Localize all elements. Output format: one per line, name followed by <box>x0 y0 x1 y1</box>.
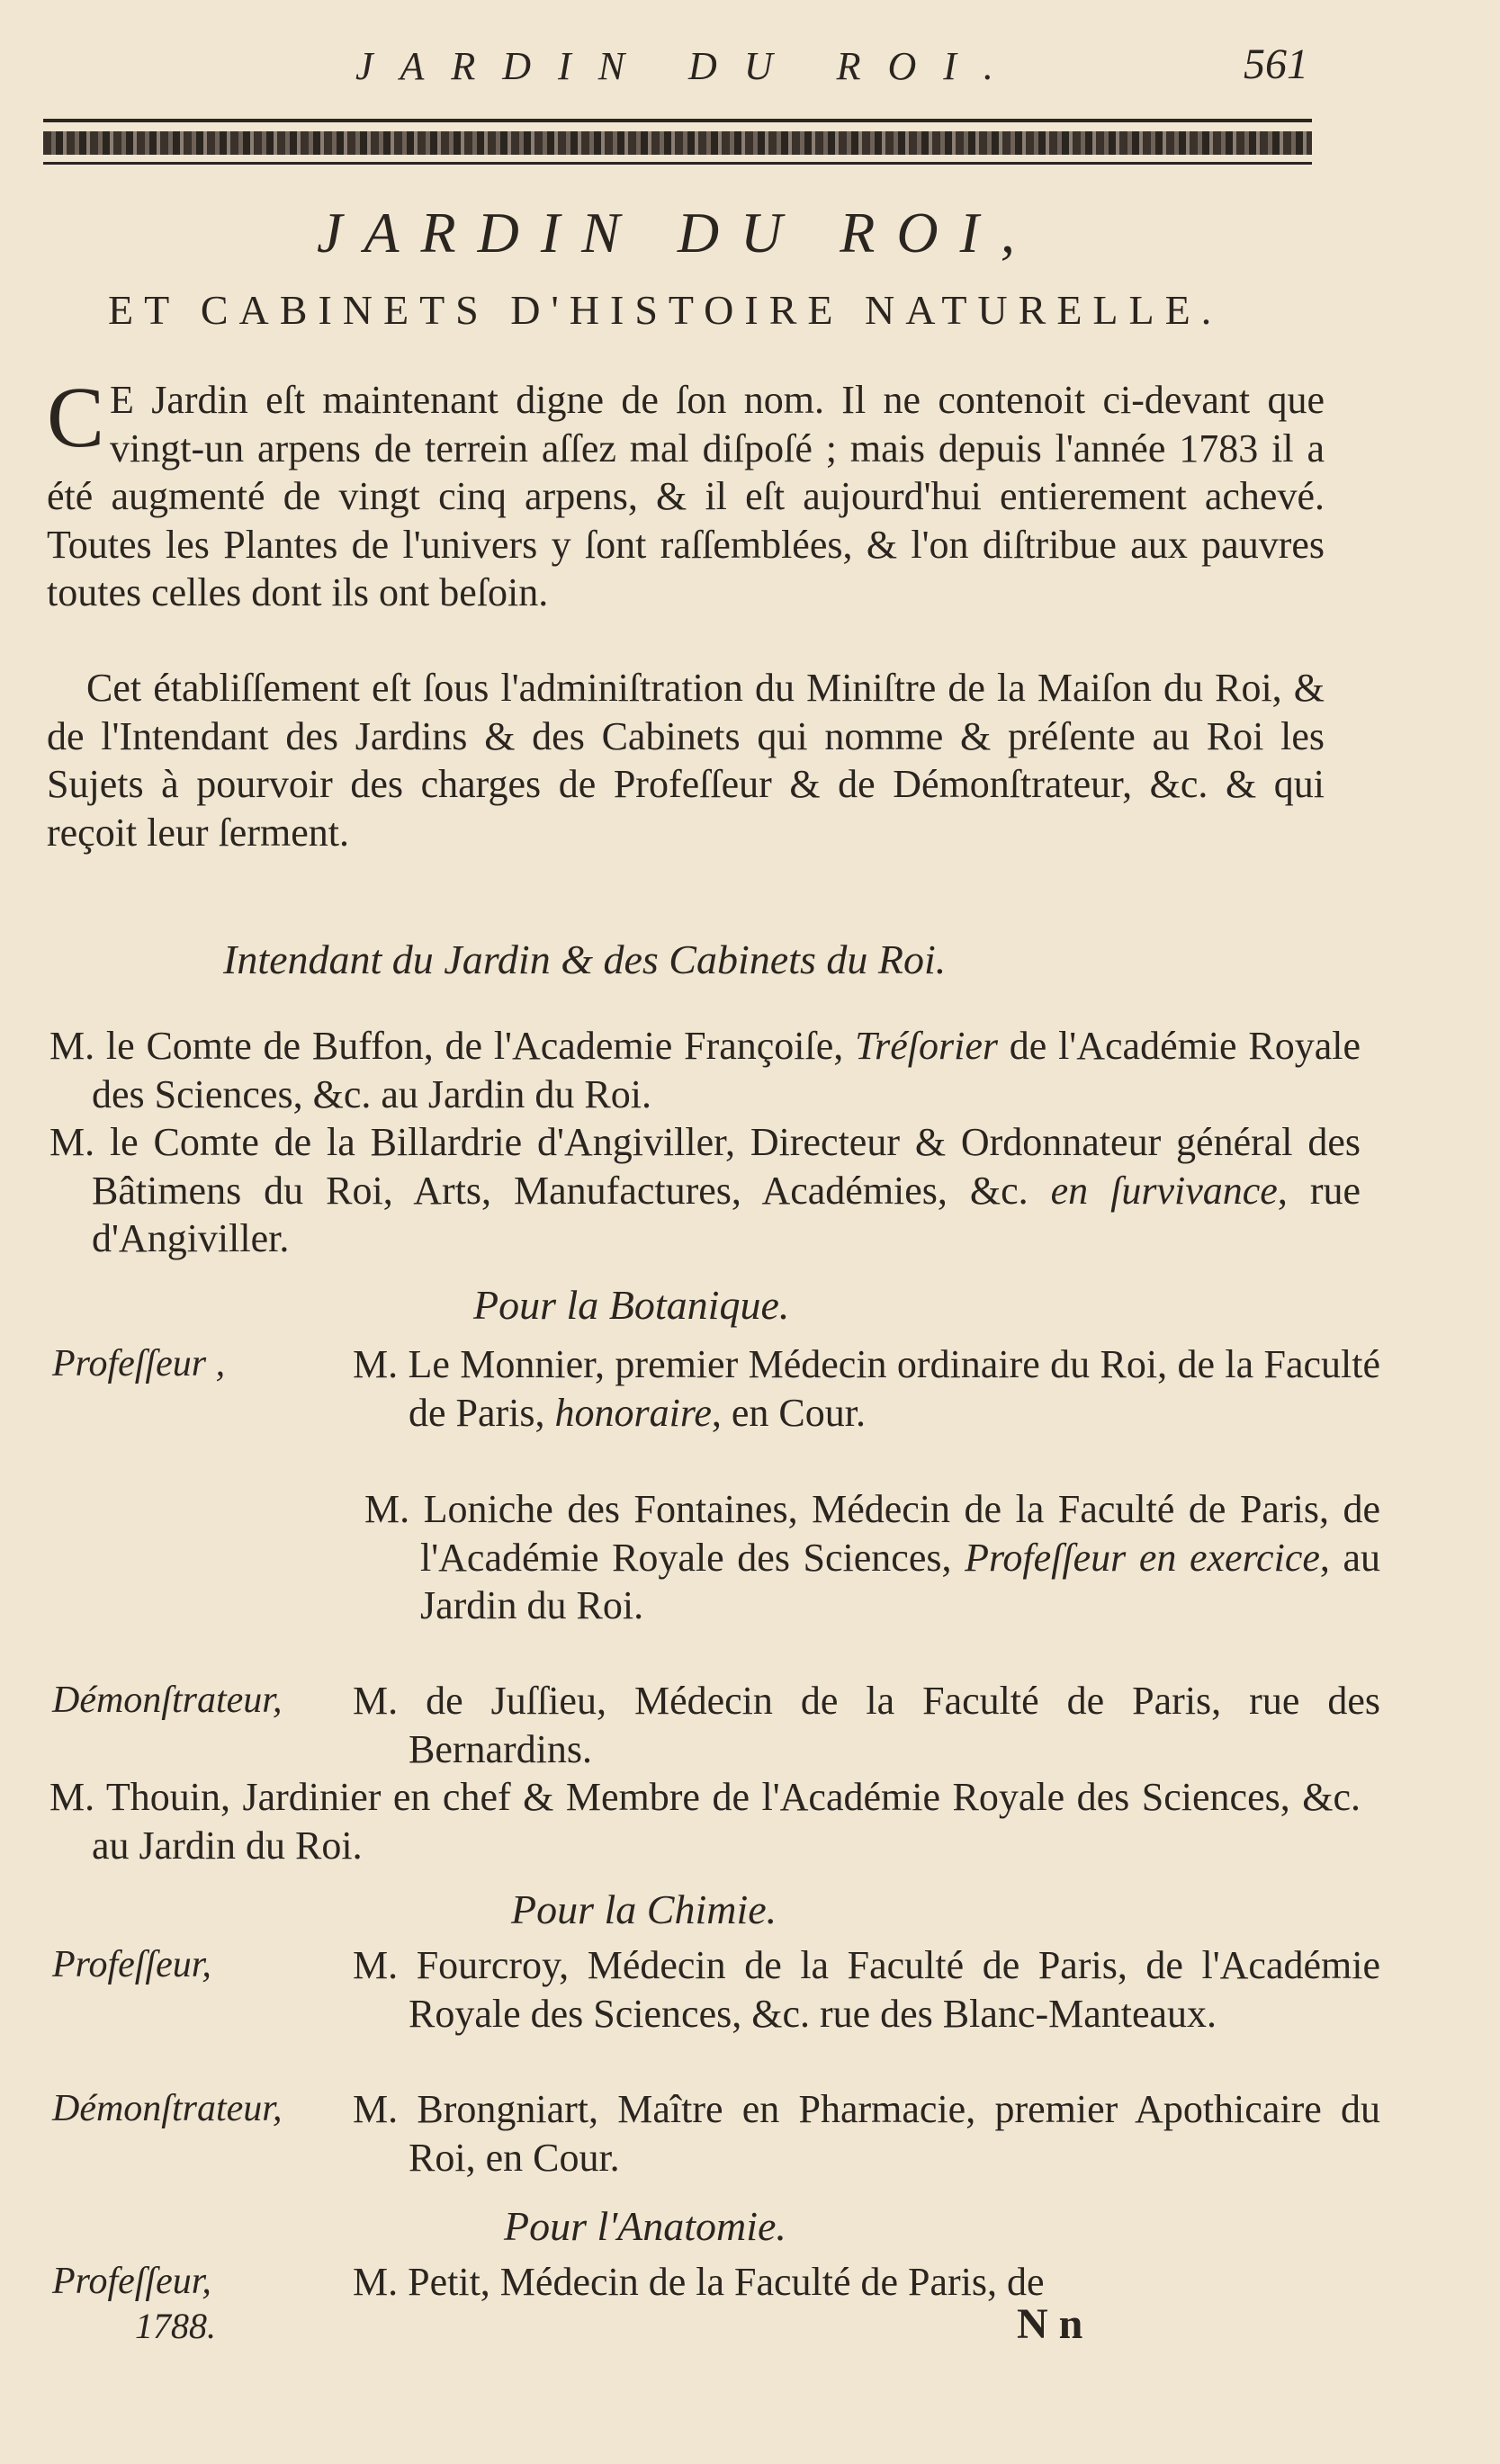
role-professeur-botanique: Profeſſeur , <box>52 1343 226 1384</box>
entry-jussieu: M. de Juſſieu, Médecin de la Faculté de Paris, rue des Bernardins. <box>353 1679 1380 1771</box>
entry-petit: M. Petit, Médecin de la Faculté de Paris, de <box>353 2260 1045 2304</box>
intro-paragraph-1-text: E Jardin eſt maintenant digne de ſon nom. Il ne contenoit ci-devant que vingt-un arpens de terrein aſſez mal diſpoſé ; mais depuis l'année 1783 il a été augmenté de vingt cinq arpens, & il eſt aujourd'hui entierement achevé. Toutes les Plantes de l'univers y ſont raſſemblées, & l'on diſtribue aux pauvres toutes celles dont ils ont beſoin. <box>47 378 1325 614</box>
entry-lemonnier-text: M. Le Monnier, premier Médecin ordinaire du Roi, de la Faculté de Paris, <box>353 1342 1380 1435</box>
entry-brongniart: M. Brongniart, Maître en Pharmacie, premier Apothicaire du Roi, en Cour. <box>353 2087 1380 2180</box>
section-heading-botanique: Pour la Botanique. <box>473 1282 790 1328</box>
subtitle: ET CABINETS D'HISTOIRE NATURELLE. <box>108 287 1223 333</box>
section-heading-intendant: Intendant du Jardin & des Cabinets du Roi. <box>223 936 947 982</box>
footer-date: 1788. <box>135 2306 216 2346</box>
intro-paragraph-2: Cet établiſſement eſt ſous l'adminiſtration du Miniſtre de la Maiſon du Roi, & de l'Intendant des Jardins & des Cabinets qui nomme & préſente au Roi les Sujets à pourvoir des charges de Profeſſeur & de Démonſtrateur, &c. & qui reçoit leur ſerment. <box>47 666 1325 855</box>
entry-angiviller <box>49 1118 1361 1263</box>
entry-loniche-italic: Profeſſeur en exercice <box>965 1535 1320 1580</box>
entry-lemonnier-italic: honoraire <box>554 1390 712 1435</box>
running-head: JARDIN DU ROI. <box>355 44 1020 88</box>
entry-loniche-text: M. Loniche des Fontaines, Médecin de la Faculté de Paris, de l'Académie Royale des Sciences, <box>364 1487 1380 1580</box>
entry-lemonnier-text-2: , en Cour. <box>711 1390 867 1435</box>
main-title: JARDIN DU ROI, <box>317 201 1037 264</box>
section-heading-chimie: Pour la Chimie. <box>511 1886 777 1932</box>
entry-fourcroy: M. Fourcroy, Médecin de la Faculté de Paris, de l'Académie Royale des Sciences, &c. rue des Blanc-Manteaux. <box>353 1943 1380 2036</box>
entry-thouin: M. Thouin, Jardinier en chef & Membre de l'Académie Royale des Sciences, &c. au Jardin du Roi. <box>49 1775 1361 1868</box>
intro-paragraph-1 <box>47 369 1325 617</box>
role-professeur-anatomie: Profeſſeur, <box>52 2261 211 2302</box>
ornamental-rule-bottom <box>43 162 1312 165</box>
section-heading-anatomie: Pour l'Anatomie. <box>504 2203 786 2249</box>
entry-buffon-role: Tréſorier <box>855 1024 998 1068</box>
page-number: 561 <box>1244 40 1308 88</box>
ornamental-rule-top <box>43 119 1312 122</box>
signature-mark: N n <box>1017 2300 1083 2348</box>
entry-buffon-text-2: de l'Académie Royale des Sciences, &c. au Jardin du Roi. <box>92 1024 1361 1116</box>
entry-lemonnier <box>353 1340 1380 1437</box>
ornamental-rule-band <box>43 131 1312 155</box>
entry-angiviller-italic: en ſurvivance <box>1050 1168 1278 1213</box>
entry-angiviller-text: M. le Comte de la Billardrie d'Angiviller, Directeur & Ordonnateur général des Bâtimens du Roi, Arts, Manufactures, Académies, &c. <box>49 1120 1361 1213</box>
role-demonstrateur-botanique: Démonſtrateur, <box>52 1680 283 1721</box>
entry-buffon <box>49 1022 1361 1118</box>
entry-buffon-text: M. le Comte de Buffon, de l'Academie Françoiſe, <box>49 1024 856 1068</box>
entry-loniche <box>364 1485 1380 1630</box>
drop-cap: C <box>47 369 105 465</box>
role-demonstrateur-chimie: Démonſtrateur, <box>52 2088 283 2129</box>
entry-angiviller-text-2: , rue d'Angiviller. <box>92 1168 1361 1260</box>
role-professeur-chimie: Profeſſeur, <box>52 1944 211 1985</box>
entry-loniche-text-2: , au Jardin du Roi. <box>420 1535 1380 1627</box>
